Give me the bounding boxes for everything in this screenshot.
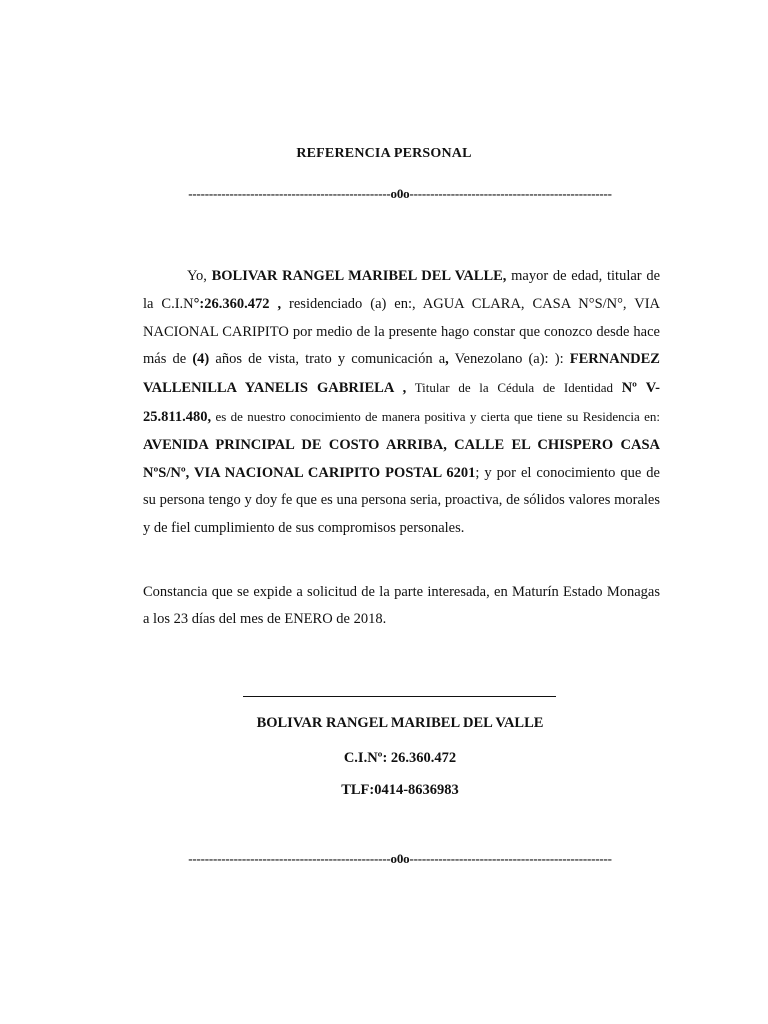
signature-line xyxy=(243,696,556,697)
declarant-ci: 26.360.472 , xyxy=(204,295,282,312)
text-segment-6: es de nuestro conocimiento de manera positiva y cierta que tiene su Residencia en: xyxy=(211,408,660,424)
separator-top: -------------------------------------------------o0o------------------------------------------------- xyxy=(188,186,612,201)
signature-ci: C.I.Nº: 26.360.472 xyxy=(343,750,457,766)
text-segment-3: años de vista, trato y comunicación a xyxy=(209,351,446,368)
text-yo: Yo, xyxy=(187,268,212,284)
subject-ci: Nº V-25.811.480, xyxy=(143,380,660,425)
subject-name: FERNANDEZ VALLENILLA YANELIS GABRIELA , xyxy=(143,351,660,397)
document-title: REFERENCIA PERSONAL xyxy=(296,146,472,161)
text-segment-7: ; y por el conocimiento que de su persona tengo y doy fe que es una persona seria, proactiva, de sólidos valores morales y de fiel cumplimiento de sus compromisos personales. xyxy=(143,464,660,537)
declarant-name: BOLIVAR RANGEL MARIBEL DEL VALLE, xyxy=(211,268,507,284)
signature-name: BOLIVAR RANGEL MARIBEL DEL VALLE xyxy=(256,715,544,731)
text-segment-5: Titular de la Cédula de Identidad xyxy=(406,380,622,396)
closing-text: Constancia que se expide a solicitud de la parte interesada, en Maturín Estado Monagas a los 23 días del mes de ENERO de 2018. xyxy=(143,584,660,627)
text-segment-1: mayor de edad, titular de la C.I.N xyxy=(143,268,661,312)
separator-bottom: -------------------------------------------------o0o------------------------------------------------- xyxy=(188,851,612,866)
text-comma: , xyxy=(445,351,449,368)
text-segment-2: residenciado (a) en:, AGUA CLARA, CASA N°S/N°, VIA NACIONAL CARIPITO por medio de la presente hago constar que conozco desde hace más de xyxy=(143,295,661,368)
ci-label-suffix: °: xyxy=(193,295,205,312)
signature-phone: TLF:0414-8636983 xyxy=(341,782,459,798)
subject-address: AVENIDA PRINCIPAL DE COSTO ARRIBA, CALLE EL CHISPERO CASA NºS/Nº, VIA NACIONAL CARIPITO POSTAL 6201 xyxy=(143,436,660,481)
closing-paragraph xyxy=(143,579,660,633)
years-known: (4) xyxy=(192,351,210,368)
reference-paragraph xyxy=(143,263,660,543)
text-segment-4: Venezolano (a): ): xyxy=(448,351,570,368)
